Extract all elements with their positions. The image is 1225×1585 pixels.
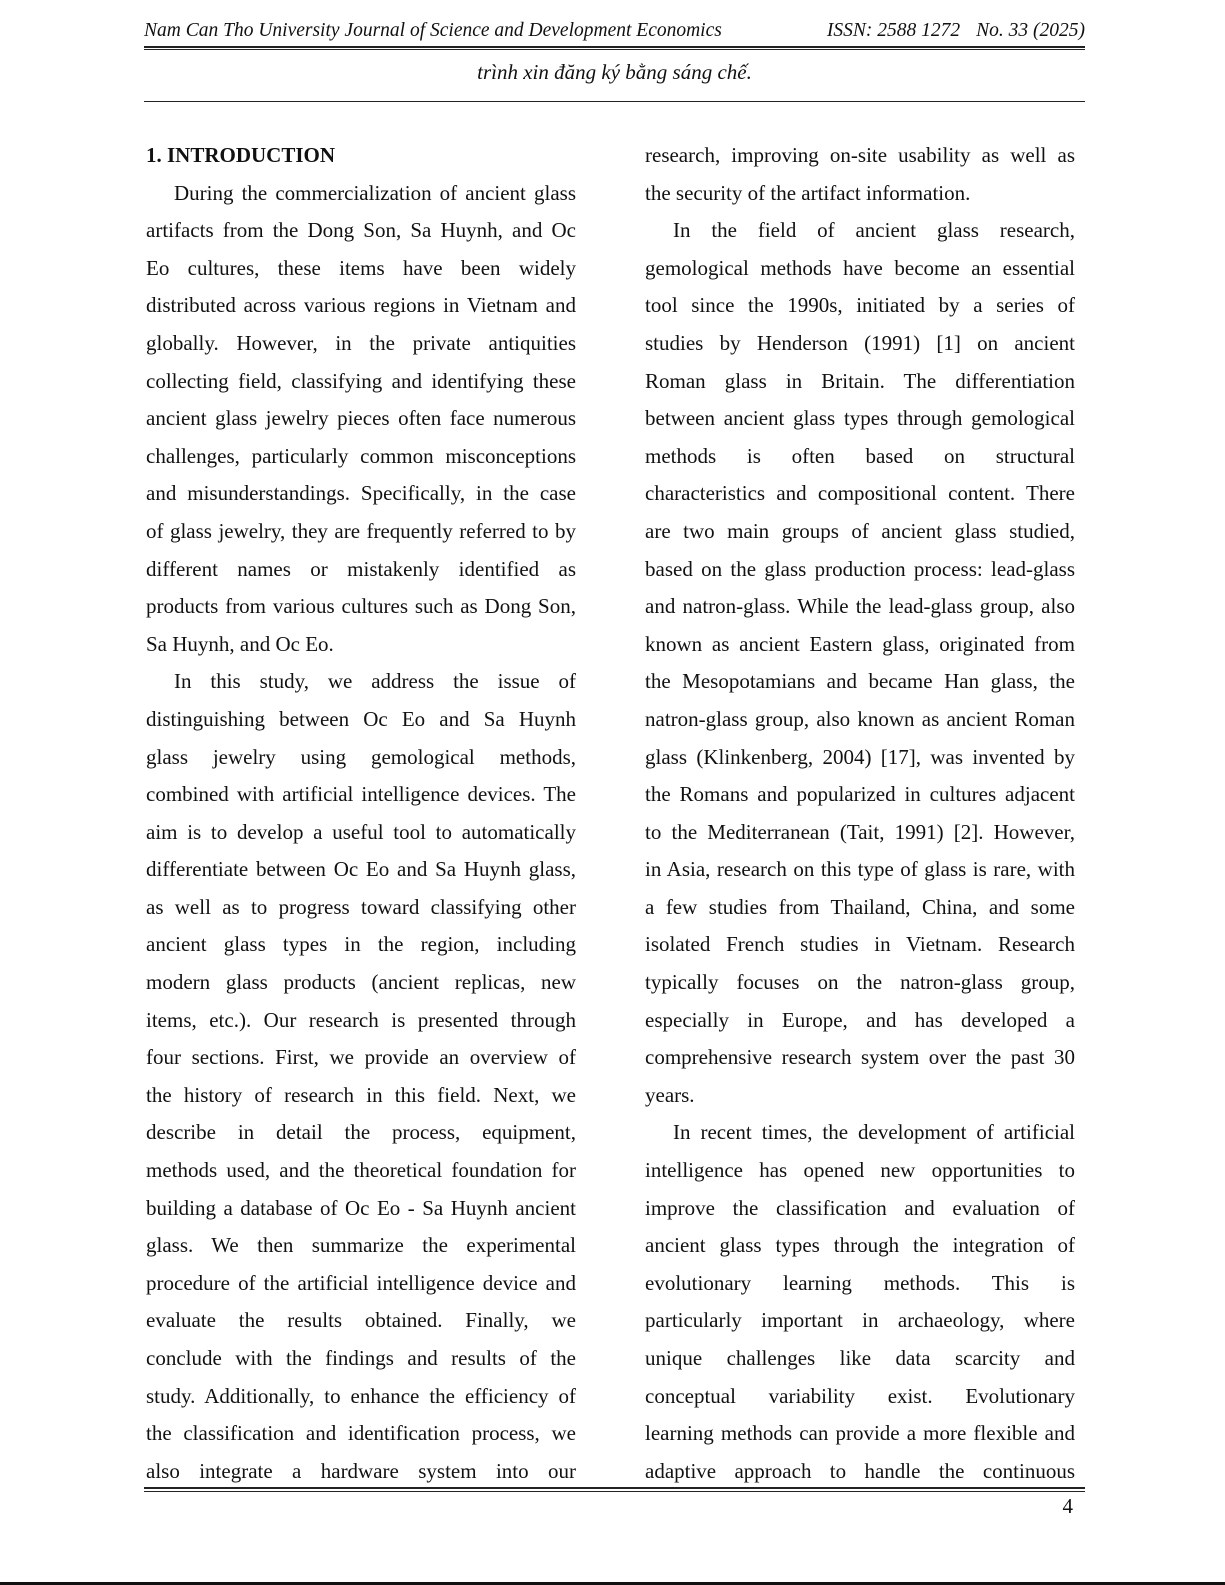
text-line: glass. We then summarize the experimental: [146, 1233, 576, 1258]
text-line: In this study, we address the issue of: [174, 669, 576, 694]
text-line: evolutionary learning methods. This is: [645, 1270, 1075, 1295]
header-underline-rule: [144, 101, 1085, 102]
text-line: challenges, particularly common misconceptions: [146, 443, 576, 468]
text-line: glass (Klinkenberg, 2004) [17], was invented by: [645, 744, 1075, 769]
right-column: [645, 137, 1075, 1490]
text-line: ancient glass jewelry pieces often face numerous: [146, 406, 576, 431]
page-number: 4: [1062, 1494, 1073, 1518]
text-line: differentiate between Oc Eo and Sa Huynh glass,: [146, 857, 576, 882]
text-line: In recent times, the development of artificial: [673, 1120, 1075, 1145]
text-line: adaptive approach to handle the continuous: [645, 1458, 1075, 1483]
text-line: and misunderstandings. Specifically, in the case: [146, 481, 576, 506]
journal-title: Nam Can Tho University Journal of Science and Development Economics: [144, 20, 722, 41]
text-line: ancient glass types through the integration of: [645, 1233, 1075, 1258]
text-line: improve the classification and evaluation of: [645, 1195, 1075, 1220]
text-line: ancient glass types in the region, including: [146, 932, 576, 957]
text-line: also integrate a hardware system into our: [146, 1458, 576, 1483]
text-line: different names or mistakenly identified as: [146, 556, 576, 581]
text-line: methods used, and the theoretical foundation for: [146, 1158, 576, 1183]
text-line: studies by Henderson (1991) [1] on ancient: [645, 330, 1075, 355]
text-line: the Mesopotamians and became Han glass, the: [645, 669, 1075, 694]
issn-block: [827, 20, 1085, 42]
text-line: Sa Huynh, and Oc Eo.: [146, 631, 334, 656]
header-subtitle: trình xin đăng ký bằng sáng chế.: [477, 60, 752, 84]
text-line: items, etc.). Our research is presented through: [146, 1007, 576, 1032]
text-line: the security of the artifact information.: [645, 180, 971, 205]
text-line: the classification and identification process, we: [146, 1421, 576, 1446]
text-line: natron-glass group, also known as ancient Roman: [645, 706, 1075, 731]
text-line: glass jewelry using gemological methods,: [146, 744, 576, 769]
text-line: building a database of Oc Eo - Sa Huynh ancient: [146, 1195, 576, 1220]
issue-number: No. 33 (2025): [976, 20, 1085, 41]
text-line: as well as to progress toward classifying other: [146, 894, 576, 919]
text-line: describe in detail the process, equipment,: [146, 1120, 576, 1145]
text-line: particularly important in archaeology, where: [645, 1308, 1075, 1333]
text-line: During the commercialization of ancient glass: [174, 180, 576, 205]
text-line: distinguishing between Oc Eo and Sa Huynh: [146, 706, 576, 731]
running-header: [144, 20, 1085, 42]
text-line: products from various cultures such as Dong Son,: [146, 594, 576, 619]
text-line: and natron-glass. While the lead-glass group, also: [645, 594, 1075, 619]
text-line: intelligence has opened new opportunities to: [645, 1158, 1075, 1183]
text-line: years.: [645, 1082, 695, 1107]
text-line: typically focuses on the natron-glass group,: [645, 970, 1075, 995]
text-line: between ancient glass types through gemological: [645, 406, 1075, 431]
text-line: learning methods can provide a more flexible and: [645, 1421, 1075, 1446]
text-line: research, improving on-site usability as well as: [645, 143, 1075, 167]
text-line: distributed across various regions in Vietnam and: [146, 293, 576, 318]
text-line: In the field of ancient glass research,: [673, 218, 1075, 243]
text-line: methods is often based on structural: [645, 443, 1075, 468]
text-line: conceptual variability exist. Evolutionary: [645, 1383, 1075, 1408]
text-line: conclude with the findings and results of the: [146, 1346, 576, 1370]
text-line: study. Additionally, to enhance the efficiency of: [146, 1383, 576, 1408]
text-line: collecting field, classifying and identifying these: [146, 368, 576, 393]
text-line: modern glass products (ancient replicas, new: [146, 970, 576, 995]
text-line: evaluate the results obtained. Finally, we: [146, 1308, 576, 1333]
section-heading: 1. INTRODUCTION: [146, 143, 336, 167]
text-line: isolated French studies in Vietnam. Research: [645, 932, 1075, 957]
issn-number: ISSN: 2588 1272: [826, 20, 961, 41]
text-line: characteristics and compositional content. There: [645, 481, 1075, 506]
text-line: especially in Europe, and has developed a: [645, 1007, 1075, 1032]
footer-rule: [144, 1487, 1085, 1492]
text-line: in Asia, research on this type of glass is rare, with: [645, 857, 1075, 882]
text-line: Roman glass in Britain. The differentiation: [645, 368, 1075, 393]
text-line: unique challenges like data scarcity and: [645, 1346, 1075, 1370]
text-line: combined with artificial intelligence devices. The: [146, 782, 576, 807]
header-rule: [144, 46, 1085, 50]
text-line: known as ancient Eastern glass, originated from: [645, 631, 1075, 656]
text-line: to the Mediterranean (Tait, 1991) [2]. However,: [645, 819, 1075, 844]
text-line: the history of research in this field. Next, we: [146, 1082, 576, 1107]
text-line: aim is to develop a useful tool to automatically: [146, 819, 576, 844]
text-line: globally. However, in the private antiquities: [146, 330, 576, 355]
text-line: the Romans and popularized in cultures adjacent: [645, 782, 1075, 807]
text-line: comprehensive research system over the past 30: [645, 1045, 1075, 1070]
text-line: four sections. First, we provide an overview of: [146, 1045, 576, 1070]
text-line: are two main groups of ancient glass studied,: [645, 518, 1075, 543]
text-line: based on the glass production process: lead-glass: [645, 556, 1075, 581]
text-line: gemological methods have become an essential: [645, 255, 1075, 280]
text-line: tool since the 1990s, initiated by a series of: [645, 293, 1075, 318]
text-line: of glass jewelry, they are frequently referred to by: [146, 518, 576, 543]
text-line: a few studies from Thailand, China, and some: [645, 894, 1075, 919]
text-line: Eo cultures, these items have been widely: [146, 255, 576, 280]
text-line: procedure of the artificial intelligence device and: [146, 1270, 576, 1295]
text-line: artifacts from the Dong Son, Sa Huynh, and Oc: [146, 218, 576, 243]
left-column: [146, 137, 576, 1490]
